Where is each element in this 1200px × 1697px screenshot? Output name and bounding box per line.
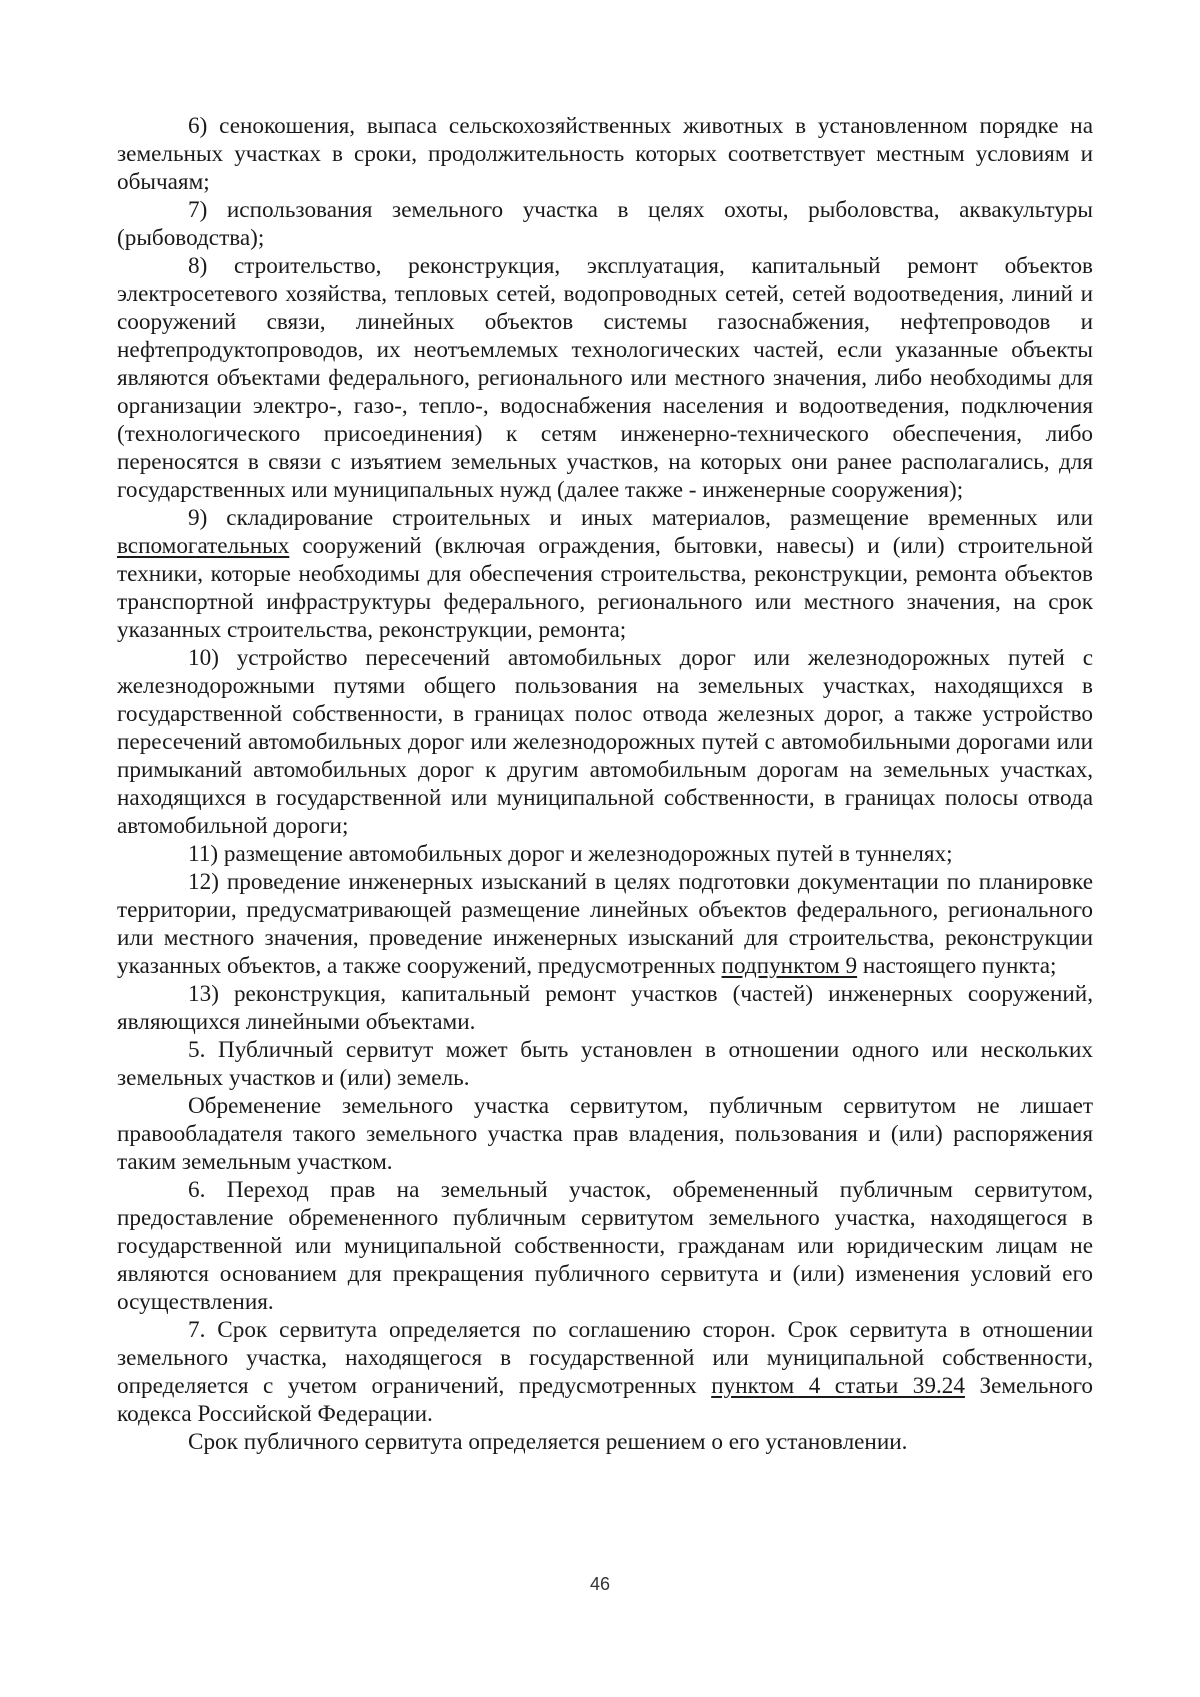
link-article-39-24[interactable]: пунктом 4 статьи 39.24 (711, 1373, 965, 1399)
section-7-public-term: Срок публичного сервитута определяется решением о его установлении. (188, 1429, 908, 1455)
paragraph-8: 8) строительство, реконструкция, эксплуатация, капитальный ремонт объектов электросетевого хозяйства, тепловых сетей, водопроводных сетей, сетей водоотведения, линий и сооружений связи, линейных объектов системы газоснабжения, нефтепроводов и нефтепродуктопроводов, их неотъемлемых технологических частей, если указанные объекты являются объектами федерального, регионального или местного значения, либо необходимы для организации электро-, газо-, тепло-, водоснабжения населения и водоотведения, подключения (технологического присоединения) к сетям инженерно-технического обеспечения, либо переносятся в связи с изъятием земельных участков, на которых они ранее располагались, для государственных или муниципальных нужд (далее также - инженерные сооружения); (117, 253, 1093, 503)
link-subparagraph-9[interactable]: подпунктом 9 (721, 953, 858, 979)
paragraph-10: 10) устройство пересечений автомобильных дорог или железнодорожных путей с железнодорожными путями общего пользования на земельных участках, находящихся в государственной собственности, в границах полос отвода железных дорог, а также устройство пересечений автомобильных дорог или железнодорожных путей с автомобильными дорогами или примыканий автомобильных дорог к другим автомобильным дорогам на земельных участках, находящихся в государственной или муниципальной собственности, в границах полосы отвода автомобильной дороги; (117, 645, 1093, 839)
paragraph-6: 6) сенокошения, выпаса сельскохозяйственных животных в установленном порядке на земельных участках в сроки, продолжительность которых соответствует местным условиям и обычаям; (117, 113, 1093, 195)
paragraph-11: 11) размещение автомобильных дорог и железнодорожных путей в туннелях; (188, 841, 953, 867)
section-7: 7. Срок сервитута определяется по соглашению сторон. Срок сервитута в отношении земельного участка, находящегося в государственной или муниципальной собственности, определяется с учетом ограничений, предусмотренных пунктом 4 статьи 39.24 Земельного кодекса Российской Федерации. (117, 1317, 1093, 1427)
paragraph-12: 12) проведение инженерных изысканий в целях подготовки документации по планировке территории, предусматривающей размещение линейных объектов федерального, регионального или местного значения, проведение инженерных изысканий для строительства, реконструкции указанных объектов, а также сооружений, предусмотренных подпунктом 9 настоящего пункта; (117, 869, 1093, 979)
paragraph-7: 7) использования земельного участка в целях охоты, рыболовства, аквакультуры (рыбоводства); (117, 197, 1093, 251)
section-5: 5. Публичный сервитут может быть установлен в отношении одного или нескольких земельных участков и (или) земель. (117, 1037, 1093, 1091)
page-number: 46 (589, 1574, 611, 1594)
document-body (117, 112, 1093, 1456)
paragraph-13: 13) реконструкция, капитальный ремонт участков (частей) инженерных сооружений, являющихся линейными объектами. (117, 981, 1093, 1035)
section-5-encumbrance: Обременение земельного участка сервитутом, публичным сервитутом не лишает правообладателя такого земельного участка прав владения, пользования и (или) распоряжения таким земельным участком. (117, 1093, 1093, 1175)
section-6: 6. Переход прав на земельный участок, обремененный публичным сервитутом, предоставление обремененного публичным сервитутом земельного участка, находящегося в государственной или муниципальной собственности, гражданам или юридическим лицам не являются основанием для прекращения публичного сервитута и (или) изменения условий его осуществления. (117, 1177, 1093, 1315)
paragraph-9: 9) складирование строительных и иных материалов, размещение временных или вспомогательных сооружений (включая ограждения, бытовки, навесы) и (или) строительной техники, которые необходимы для обеспечения строительства, реконструкции, ремонта объектов транспортной инфраструктуры федерального, регионального или местного значения, на срок указанных строительства, реконструкции, ремонта; (117, 505, 1093, 643)
link-auxiliary[interactable]: вспомогательных (117, 533, 290, 559)
